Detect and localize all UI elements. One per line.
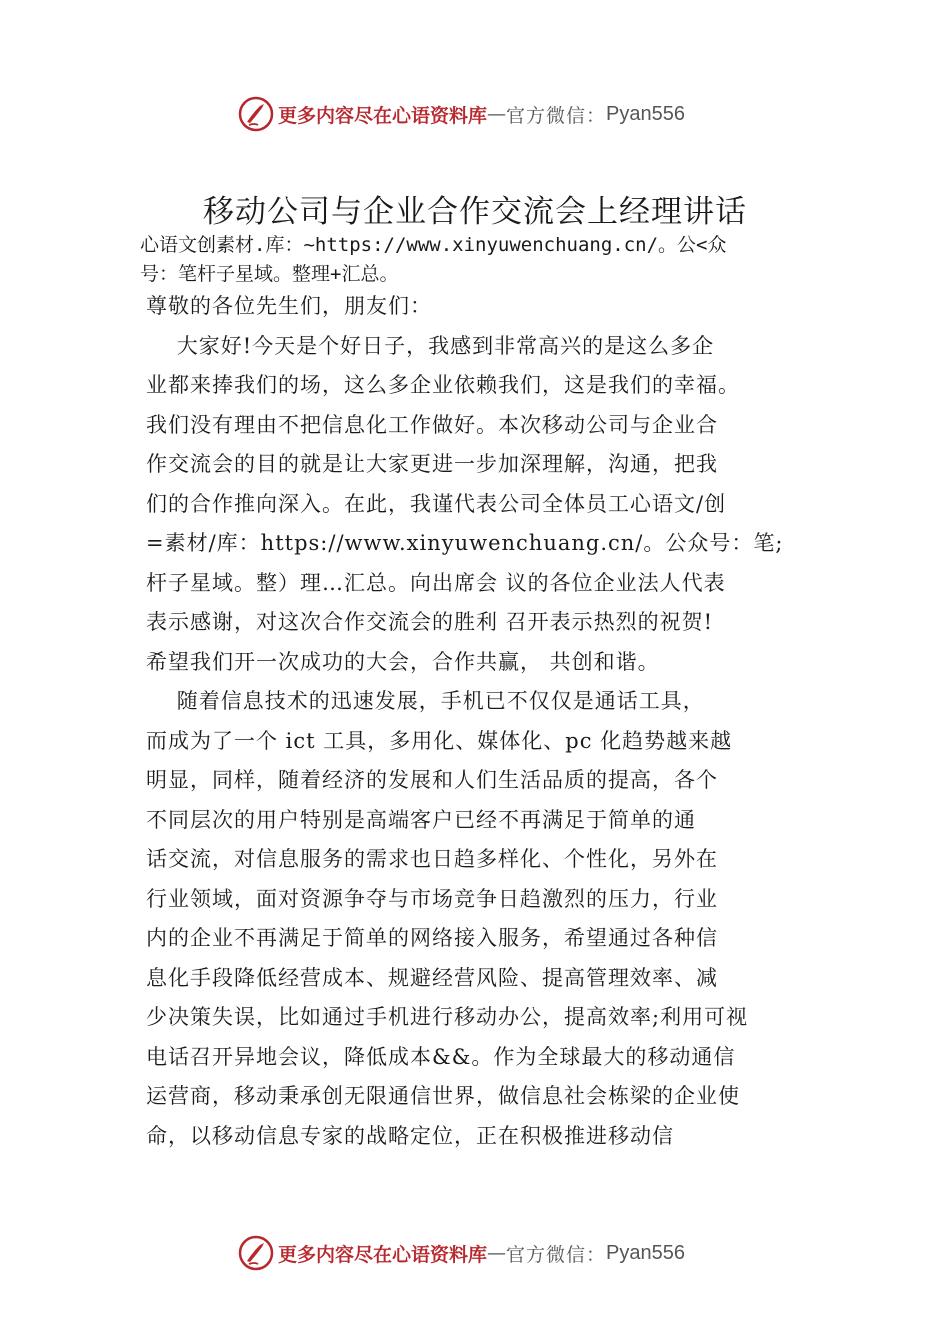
banner-wechat-label: 官方微信： [506,1243,607,1266]
body-line: 而成为了一个 ict 工具，多用化、媒体化、pc 化趋势越来越 [146,729,733,753]
body-line: 作交流会的目的就是让大家更进一步加深理解，沟通，把我 [146,452,718,476]
body-line: 杆子星域。整）理…汇总。向出席会 议的各位企业法人代表 [146,571,726,595]
source-line: 心语文创素材.库：~https://www.xinyuwenchuang.cn/。公<众 [140,234,727,256]
body-line: 少决策失误，比如通过手机进行移动办公，提高效率;利用可视 [146,1005,749,1029]
banner-dash: — [487,1242,507,1264]
document-title: 移动公司与企业合作交流会上经理讲话 [203,194,747,230]
body-line: 息化手段降低经营成本、规避经营风险、提高管理效率、减 [146,966,718,990]
banner-wechat-handle: Pyan556 [606,102,685,125]
body-line: 随着信息技术的迅速发展，手机已不仅仅是通话工具， [146,689,705,713]
body-line: 大家好!今天是个好日子，我感到非常高兴的是这么多企 [146,334,715,358]
body-line: 行业领域，面对资源争夺与市场竞争日趋激烈的压力，行业 [146,887,718,911]
body-line: 不同层次的用户特别是高端客户已经不再满足于简单的通 [146,808,696,832]
banner-wechat-label: 官方微信： [506,104,607,127]
brush-logo-icon [238,1235,274,1271]
footer-banner [238,1235,685,1271]
body-line: 命，以移动信息专家的战略定位，正在积极推进移动信 [146,1124,674,1148]
source-line: 号：笔杆子星域。整理+汇总。 [140,263,399,285]
body-line: 运营商，移动秉承创无限通信世界，做信息社会栋梁的企业使 [146,1084,740,1108]
body-line: 业都来捧我们的场，这么多企业依赖我们，这是我们的幸福。 [146,373,740,397]
banner-wechat-handle: Pyan556 [606,1241,685,1264]
body-line: 明显，同样，随着经济的发展和人们生活品质的提高，各个 [146,768,718,792]
body-line: 电话召开异地会议，降低成本&&。作为全球最大的移动通信 [146,1045,736,1069]
body-line: 内的企业不再满足于简单的网络接入服务，希望通过各种信 [146,926,718,950]
body-line: 表示感谢，对这次合作交流会的胜利 召开表示热烈的祝贺! [146,610,714,634]
brush-logo-icon [238,96,274,132]
body-line: 们的合作推向深入。在此，我谨代表公司全体员工心语文/创 [146,492,727,516]
body-line: =素材/库：https://www.xinyuwenchuang.cn/。公众号：笔; [146,531,784,555]
body-line: 我们没有理由不把信息化工作做好。本次移动公司与企业合 [146,413,718,437]
salutation: 尊敬的各位先生们，朋友们： [146,294,432,318]
header-banner [238,96,685,132]
banner-brand-text: 更多内容尽在心语资料库 [278,104,488,127]
banner-dash: — [487,103,507,125]
banner-brand-text: 更多内容尽在心语资料库 [278,1243,488,1266]
body-line: 话交流，对信息服务的需求也日趋多样化、个性化，另外在 [146,847,718,871]
body-line: 希望我们开一次成功的大会，合作共赢， 共创和谐。 [146,650,660,674]
